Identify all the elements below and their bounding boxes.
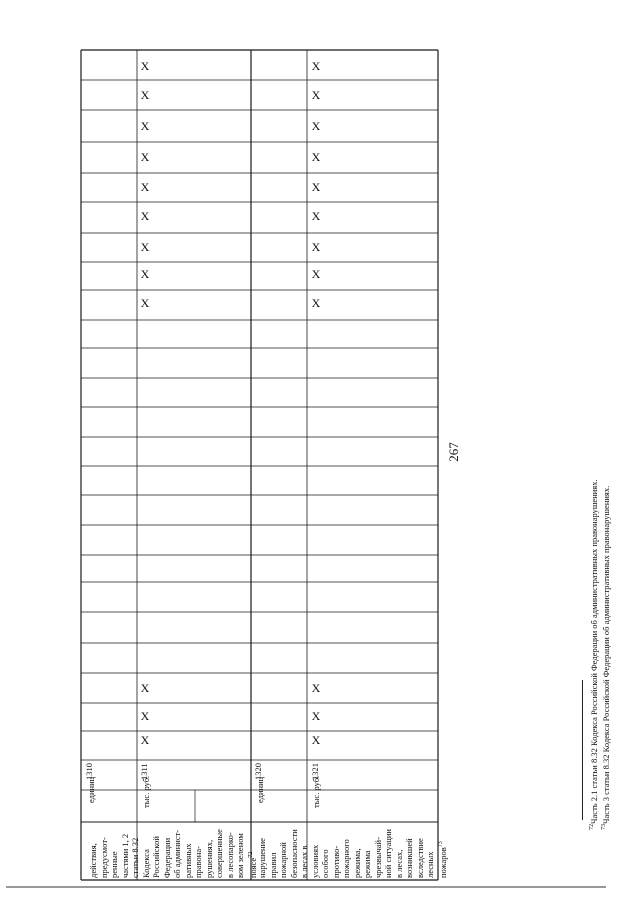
cross-mark: X [140, 240, 150, 254]
cross-mark: X [311, 180, 321, 194]
row-unit-1320: единиц [255, 776, 265, 803]
cross-mark: X [140, 88, 150, 102]
row-unit-1311: тыс. руб. [141, 775, 151, 808]
description-line: режима [362, 850, 372, 878]
description-line: ративных [182, 843, 193, 878]
cross-mark: X [311, 150, 321, 164]
description-line: Кодекса [140, 849, 151, 878]
description-line: противо- [330, 845, 341, 878]
description-line: пожарного [341, 839, 351, 878]
description-line: об админист- [172, 829, 182, 878]
cross-mark: X [140, 209, 150, 223]
description-line: ренные [109, 851, 119, 878]
description-line: действия, [88, 843, 98, 878]
row-code-1310: 1310 [84, 763, 94, 780]
description-footnote-ref: 73 [437, 841, 444, 848]
cross-mark: X [140, 733, 150, 747]
row-description-1320 [257, 818, 448, 878]
description-line: условиях [309, 844, 320, 878]
description-line: статьи 8.32 [130, 837, 140, 878]
cross-mark: X [140, 709, 150, 723]
description-line: режима, [351, 848, 362, 878]
description-line: поясе$^{72}$ [247, 851, 258, 878]
description-line: предусмот- [98, 837, 109, 878]
cross-mark: X [140, 267, 150, 281]
footnote-72: $^{72}$Часть 2.1 статьи 8.32 Кодекса Российской Федерации об административных правонарушениях. [589, 479, 599, 830]
description-line: пожарной [278, 842, 288, 878]
footnote-73: $^{73}$Часть 3 статьи 8.32 Кодекса Российской Федерации об административных правонарушениях. [601, 485, 611, 830]
description-line: правил [267, 852, 278, 878]
cross-mark: X [140, 180, 150, 194]
description-line: в лесах в [299, 845, 309, 878]
cross-mark: X [311, 733, 321, 747]
description-footnote-ref: 72 [247, 851, 254, 858]
cross-mark: X [140, 150, 150, 164]
row-code-1311: 1311 [139, 763, 149, 780]
description-line: нарушение [257, 838, 267, 878]
cross-mark: X [311, 709, 321, 723]
row-description-1310 [88, 818, 258, 878]
cross-mark: X [311, 59, 321, 73]
description-line: Федерации [161, 837, 172, 878]
cross-mark: X [311, 88, 321, 102]
description-line: пожаров$^{73}$ [437, 841, 448, 878]
row-code-1320: 1320 [253, 763, 263, 780]
row-unit-1310: единиц [86, 776, 96, 803]
row-unit-1321: тыс. руб. [311, 775, 321, 808]
description-line: частями 1, 2 [119, 833, 130, 878]
cross-mark: X [311, 119, 321, 133]
description-line: лесных [425, 851, 435, 878]
description-line: совершенные [214, 829, 224, 878]
description-line: рушениях, [203, 839, 214, 878]
scan-edge [6, 886, 606, 888]
cross-mark: X [140, 296, 150, 310]
description-line: чрезвычай- [372, 837, 383, 878]
cross-mark: X [140, 119, 150, 133]
description-line: в лесопарко- [224, 832, 235, 878]
footnote-rule [582, 680, 583, 820]
description-line: особого [320, 849, 330, 878]
description-line: вом зеленом [235, 833, 245, 878]
cross-mark: X [311, 681, 321, 695]
page-number: 267 [446, 442, 461, 462]
row-code-1321: 1321 [310, 763, 320, 780]
description-line: правона- [193, 846, 203, 878]
description-line: безопасности [288, 829, 299, 878]
cross-mark: X [311, 240, 321, 254]
description-line: Российской [151, 836, 161, 878]
description-line: возникшей [404, 838, 414, 878]
description-line: ной ситуации [383, 829, 393, 878]
cross-mark: X [140, 681, 150, 695]
cross-mark: X [311, 296, 321, 310]
cross-mark: X [311, 209, 321, 223]
cross-mark: X [140, 59, 150, 73]
description-line: в лесах, [393, 849, 404, 878]
description-line: вследствие [414, 838, 425, 878]
cross-mark: X [311, 267, 321, 281]
